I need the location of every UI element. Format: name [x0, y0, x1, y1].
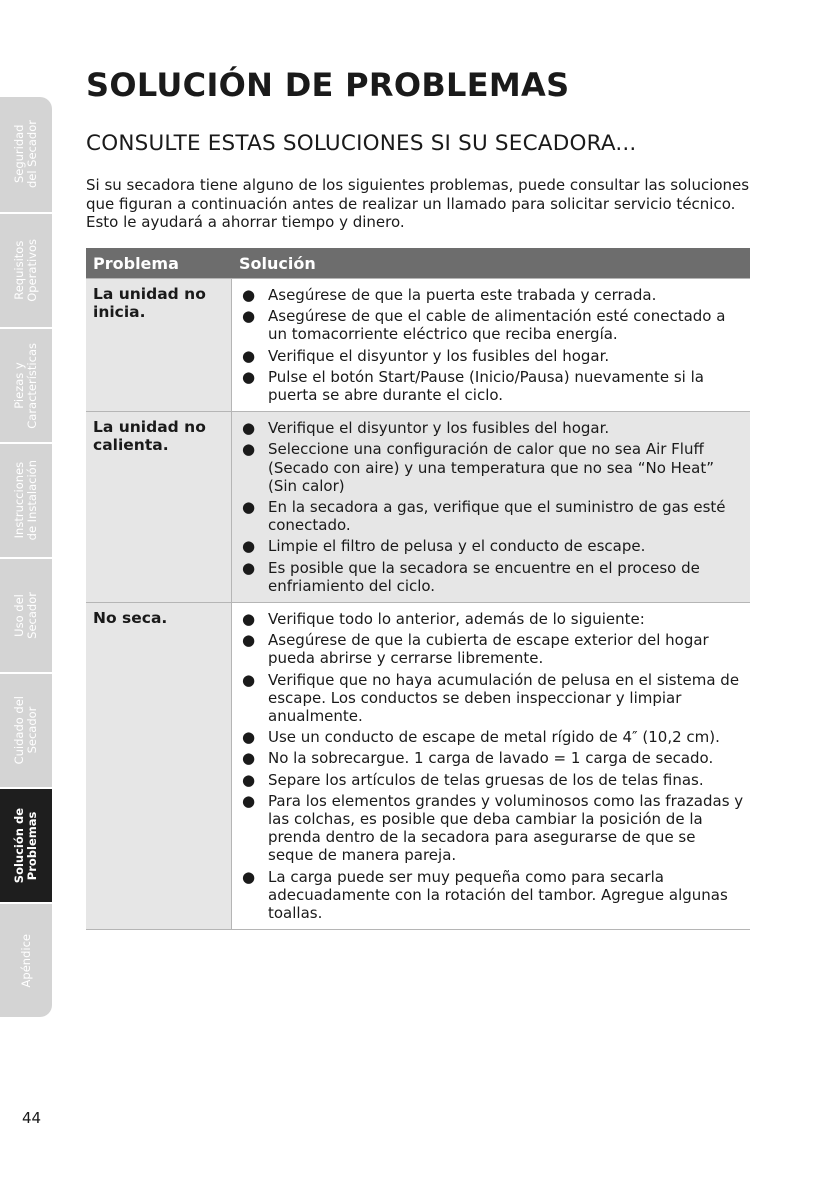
solution-text: La carga puede ser muy pequeña como para secarla adecuadamente con la rotación del tambor. Agregue algunas toallas. [268, 867, 728, 923]
column-header-solution: Solución [239, 254, 316, 273]
solution-list [232, 610, 744, 922]
tab-label: Cuidado del Secador [12, 696, 39, 765]
solution-item [232, 671, 744, 726]
bullet-icon: ● [242, 770, 256, 789]
tab-seguridad[interactable] [0, 97, 52, 212]
bullet-icon: ● [242, 749, 256, 768]
solution-item [232, 728, 744, 746]
bullet-icon: ● [242, 419, 256, 438]
tab-solucion-active[interactable] [0, 787, 52, 902]
solution-item [232, 419, 744, 437]
table-row [86, 278, 750, 411]
solution-cell [232, 279, 750, 411]
troubleshooting-table [86, 248, 750, 930]
tab-label: Solución de Problemas [12, 807, 39, 884]
solution-item [232, 749, 744, 767]
bullet-icon: ● [242, 498, 256, 517]
solution-item [232, 610, 744, 628]
solution-item [232, 498, 744, 534]
solution-text: Es posible que la secadora se encuentre en el proceso de enfriamiento del ciclo. [268, 558, 700, 595]
solution-text: Verifique todo lo anterior, además de lo siguiente: [268, 610, 645, 629]
solution-item [232, 868, 744, 923]
tab-cuidado[interactable] [0, 672, 52, 787]
solution-text: Verifique el disyuntor y los fusibles del hogar. [268, 346, 610, 365]
problem-cell: La unidad no inicia. [86, 279, 232, 411]
tab-label: Instrucciones de Instalación [12, 460, 39, 541]
bullet-icon: ● [242, 346, 256, 365]
bullet-icon: ● [242, 537, 256, 556]
solution-text: Asegúrese de que el cable de alimentación esté conectado a un tomacorriente eléctrico que reciba energía. [268, 307, 726, 344]
solution-text: Limpie el filtro de pelusa y el conducto de escape. [268, 537, 646, 556]
solution-item [232, 771, 744, 789]
bullet-icon: ● [242, 286, 256, 304]
solution-cell [232, 412, 750, 602]
tab-requisitos[interactable] [0, 212, 52, 327]
solution-item [232, 368, 744, 404]
solution-text: En la secadora a gas, verifique que el suministro de gas esté conectado. [268, 498, 726, 535]
page-subtitle: CONSULTE ESTAS SOLUCIONES SI SU SECADORA... [86, 131, 637, 156]
bullet-icon: ● [242, 440, 256, 459]
problem-cell: No seca. [86, 603, 232, 929]
solution-list [232, 286, 744, 404]
solution-text: Asegúrese de que la puerta este trabada y cerrada. [268, 286, 657, 304]
solution-item [232, 307, 744, 343]
column-header-problem: Problema [93, 254, 179, 273]
tab-instrucciones[interactable] [0, 442, 52, 557]
table-row [86, 602, 750, 929]
tab-label: Seguridad del Secador [12, 120, 39, 189]
bullet-icon: ● [242, 670, 256, 689]
solution-text: Para los elementos grandes y voluminosos como las frazadas y las colchas, es posible que deba cambiar la posición de la prenda dentro de la secadora para asegurarse de que se seque de manera pareja. [268, 791, 744, 865]
solution-text: Use un conducto de escape de metal rígido de 4″ (10,2 cm). [268, 728, 720, 747]
problem-cell: La unidad no calienta. [86, 412, 232, 602]
bullet-icon: ● [242, 791, 256, 810]
solution-item [232, 286, 744, 304]
table-body [86, 278, 750, 929]
solution-text: Pulse el botón Start/Pause (Inicio/Pausa) nuevamente si la puerta se abre durante el ciclo. [268, 367, 704, 405]
bullet-icon: ● [242, 558, 256, 577]
table-row [86, 411, 750, 602]
solution-item [232, 537, 744, 555]
table-header [86, 248, 750, 278]
tab-label: Requisitos Operativos [12, 239, 39, 302]
solution-text: No la sobrecargue. 1 carga de lavado = 1 carga de secado. [268, 749, 714, 768]
tab-uso[interactable] [0, 557, 52, 672]
solution-item [232, 559, 744, 595]
solution-text: Seleccione una configuración de calor que no sea Air Fluff (Secado con aire) y una temperatura que no sea “No Heat” (Sin calor) [268, 440, 714, 495]
tab-piezas[interactable] [0, 327, 52, 442]
bullet-icon: ● [242, 728, 256, 747]
solution-item [232, 440, 744, 495]
bullet-icon: ● [242, 867, 256, 886]
section-tabs [0, 97, 54, 1017]
solution-text: Asegúrese de que la cubierta de escape exterior del hogar pueda abrirse y cerrarse libremente. [268, 631, 709, 668]
bullet-icon: ● [242, 631, 256, 650]
solution-item [232, 792, 744, 865]
solution-item [232, 631, 744, 667]
bullet-icon: ● [242, 610, 256, 629]
tab-label: Apéndice [18, 933, 33, 988]
solution-text: Verifique que no haya acumulación de pelusa en el sistema de escape. Los conductos se deben inspeccionar y limpiar anualmente. [268, 670, 740, 726]
solution-cell [232, 603, 750, 929]
tab-apendice[interactable] [0, 902, 52, 1017]
solution-text: Separe los artículos de telas gruesas de los de telas finas. [268, 770, 704, 789]
solution-list [232, 419, 744, 595]
page-number: 44 [22, 1109, 42, 1127]
solution-item [232, 347, 744, 365]
bullet-icon: ● [242, 307, 256, 326]
tab-label: Piezas y Características [12, 342, 39, 429]
intro-paragraph: Si su secadora tiene alguno de los siguientes problemas, puede consultar las soluciones que figuran a continuación antes de realizar un llamado para solicitar servicio técnico. Esto le ayudará a ahorrar tiempo y dinero. [86, 176, 750, 231]
solution-text: Verifique el disyuntor y los fusibles del hogar. [268, 419, 610, 438]
tab-label: Uso del Secador [12, 592, 39, 639]
page-title: SOLUCIÓN DE PROBLEMAS [86, 66, 570, 104]
bullet-icon: ● [242, 367, 256, 386]
